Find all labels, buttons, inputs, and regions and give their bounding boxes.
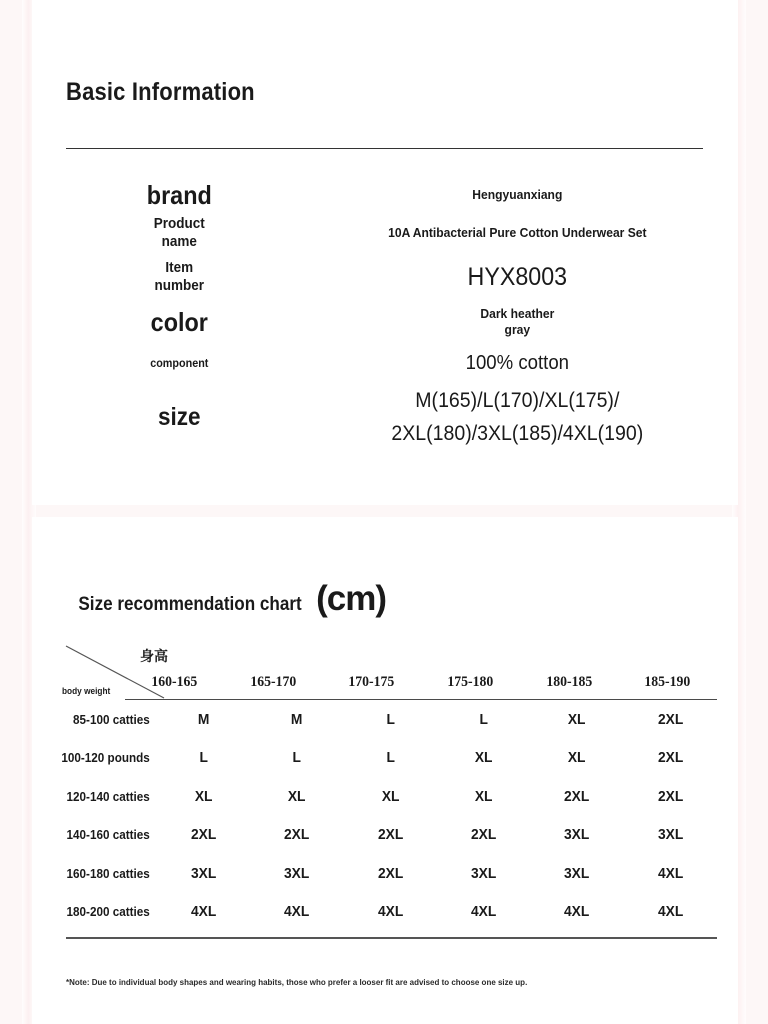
table-cell: 3XL: [657, 826, 683, 844]
table-cell: XL: [474, 787, 493, 805]
table-cell: 2XL: [657, 749, 683, 767]
size-chart-unit: (cm): [316, 579, 387, 618]
table-cell: 3XL: [564, 826, 590, 844]
table-cell: 4XL: [657, 864, 683, 882]
table-row: [32, 893, 738, 932]
column-header: 185-190: [644, 674, 691, 690]
table-row: [32, 700, 738, 739]
spec-row: [32, 254, 738, 300]
size-chart-title: Size recommendation chart: [78, 594, 302, 615]
axis-label-body-weight: body weight: [62, 686, 111, 696]
table-cell: 3XL: [470, 864, 497, 882]
table-cell: 4XL: [657, 903, 683, 921]
row-header: 180-200 catties: [66, 904, 150, 920]
table-cell: XL: [194, 787, 213, 805]
row-header: 100-120 pounds: [61, 750, 150, 766]
table-cell: 2XL: [657, 710, 683, 728]
spec-value: HYX8003: [467, 263, 568, 291]
row-cells: [157, 711, 717, 728]
row-header: 85-100 catties: [73, 711, 150, 727]
row-cells: [157, 903, 717, 920]
table-cell: M: [197, 710, 210, 728]
spec-label: color: [150, 306, 208, 337]
spec-label: component: [150, 355, 209, 370]
column-header: 175-180: [447, 674, 494, 690]
spec-value: M(165)/L(170)/XL(175)/ 2XL(180)/3XL(185)/4XL(190): [391, 389, 644, 445]
table-cell: 4XL: [284, 903, 310, 921]
spec-row: [32, 178, 738, 212]
column-header: 170-175: [348, 674, 395, 690]
table-cell: 2XL: [284, 826, 310, 844]
title-divider: [66, 148, 703, 149]
size-recommendation-table: [32, 642, 738, 939]
table-row: [32, 816, 738, 855]
table-cell: L: [479, 710, 488, 728]
table-row: [32, 777, 738, 816]
table-cell: 3XL: [564, 864, 590, 882]
size-chart-heading: [66, 579, 386, 619]
column-header: 165-170: [250, 674, 296, 690]
table-row: [32, 854, 738, 893]
spec-row: [32, 344, 738, 382]
table-cell: XL: [568, 749, 586, 767]
table-cell: 2XL: [191, 826, 217, 844]
size-chart-panel: [32, 517, 738, 1024]
page-title: Basic Information: [66, 78, 255, 106]
table-cell: M: [291, 710, 303, 728]
table-cell: 2XL: [377, 826, 403, 844]
spec-value: Hengyuanxiang: [472, 187, 563, 203]
table-cell: 2XL: [657, 787, 683, 805]
spec-label: Product name: [153, 215, 205, 250]
table-cell: 2XL: [564, 787, 590, 805]
axis-label-height: 身高: [140, 648, 168, 664]
table-cell: L: [199, 749, 208, 767]
table-header-row: [125, 642, 717, 700]
spec-label: size: [158, 403, 201, 432]
basic-information-panel: [32, 0, 738, 505]
table-cell: L: [292, 749, 302, 767]
row-cells: [157, 749, 717, 766]
table-cell: L: [386, 710, 395, 728]
table-cell: L: [386, 749, 395, 767]
table-cell: 4XL: [377, 903, 403, 921]
row-cells: [157, 865, 717, 882]
table-cell: XL: [288, 787, 306, 805]
table-cell: 2XL: [470, 826, 497, 844]
spec-row: [32, 212, 738, 254]
column-header: 180-185: [546, 674, 592, 690]
spec-value: Dark heather gray: [480, 306, 555, 337]
table-cell: 3XL: [284, 864, 310, 882]
table-cell: 4XL: [564, 903, 590, 921]
spec-value: 10A Antibacterial Pure Cotton Underwear Set: [388, 225, 647, 241]
spec-label: Item number: [154, 259, 205, 294]
row-cells: [157, 788, 717, 805]
table-cell: 4XL: [191, 903, 217, 921]
table-cell: 2XL: [377, 864, 403, 882]
table-cell: XL: [568, 710, 586, 728]
spec-value: 100% cotton: [465, 352, 570, 374]
table-bottom-divider: [66, 937, 717, 939]
row-cells: [157, 826, 717, 843]
spec-row: [32, 300, 738, 344]
table-cell: XL: [381, 787, 400, 805]
table-cell: 3XL: [191, 864, 217, 882]
row-header: 120-140 catties: [66, 788, 150, 804]
row-header: 140-160 catties: [66, 827, 150, 843]
spec-label: brand: [146, 179, 212, 210]
size-chart-note: *Note: Due to individual body shapes and wearing habits, those who prefer a looser fit are advised to choose one size up.: [66, 977, 528, 987]
specification-table: [32, 178, 738, 454]
spec-row: [32, 382, 738, 454]
column-header: 160-165: [151, 674, 198, 690]
table-body: [32, 700, 738, 931]
row-header: 160-180 catties: [66, 865, 150, 881]
table-cell: 4XL: [470, 903, 497, 921]
table-row: [32, 739, 738, 778]
table-cell: XL: [474, 749, 493, 767]
